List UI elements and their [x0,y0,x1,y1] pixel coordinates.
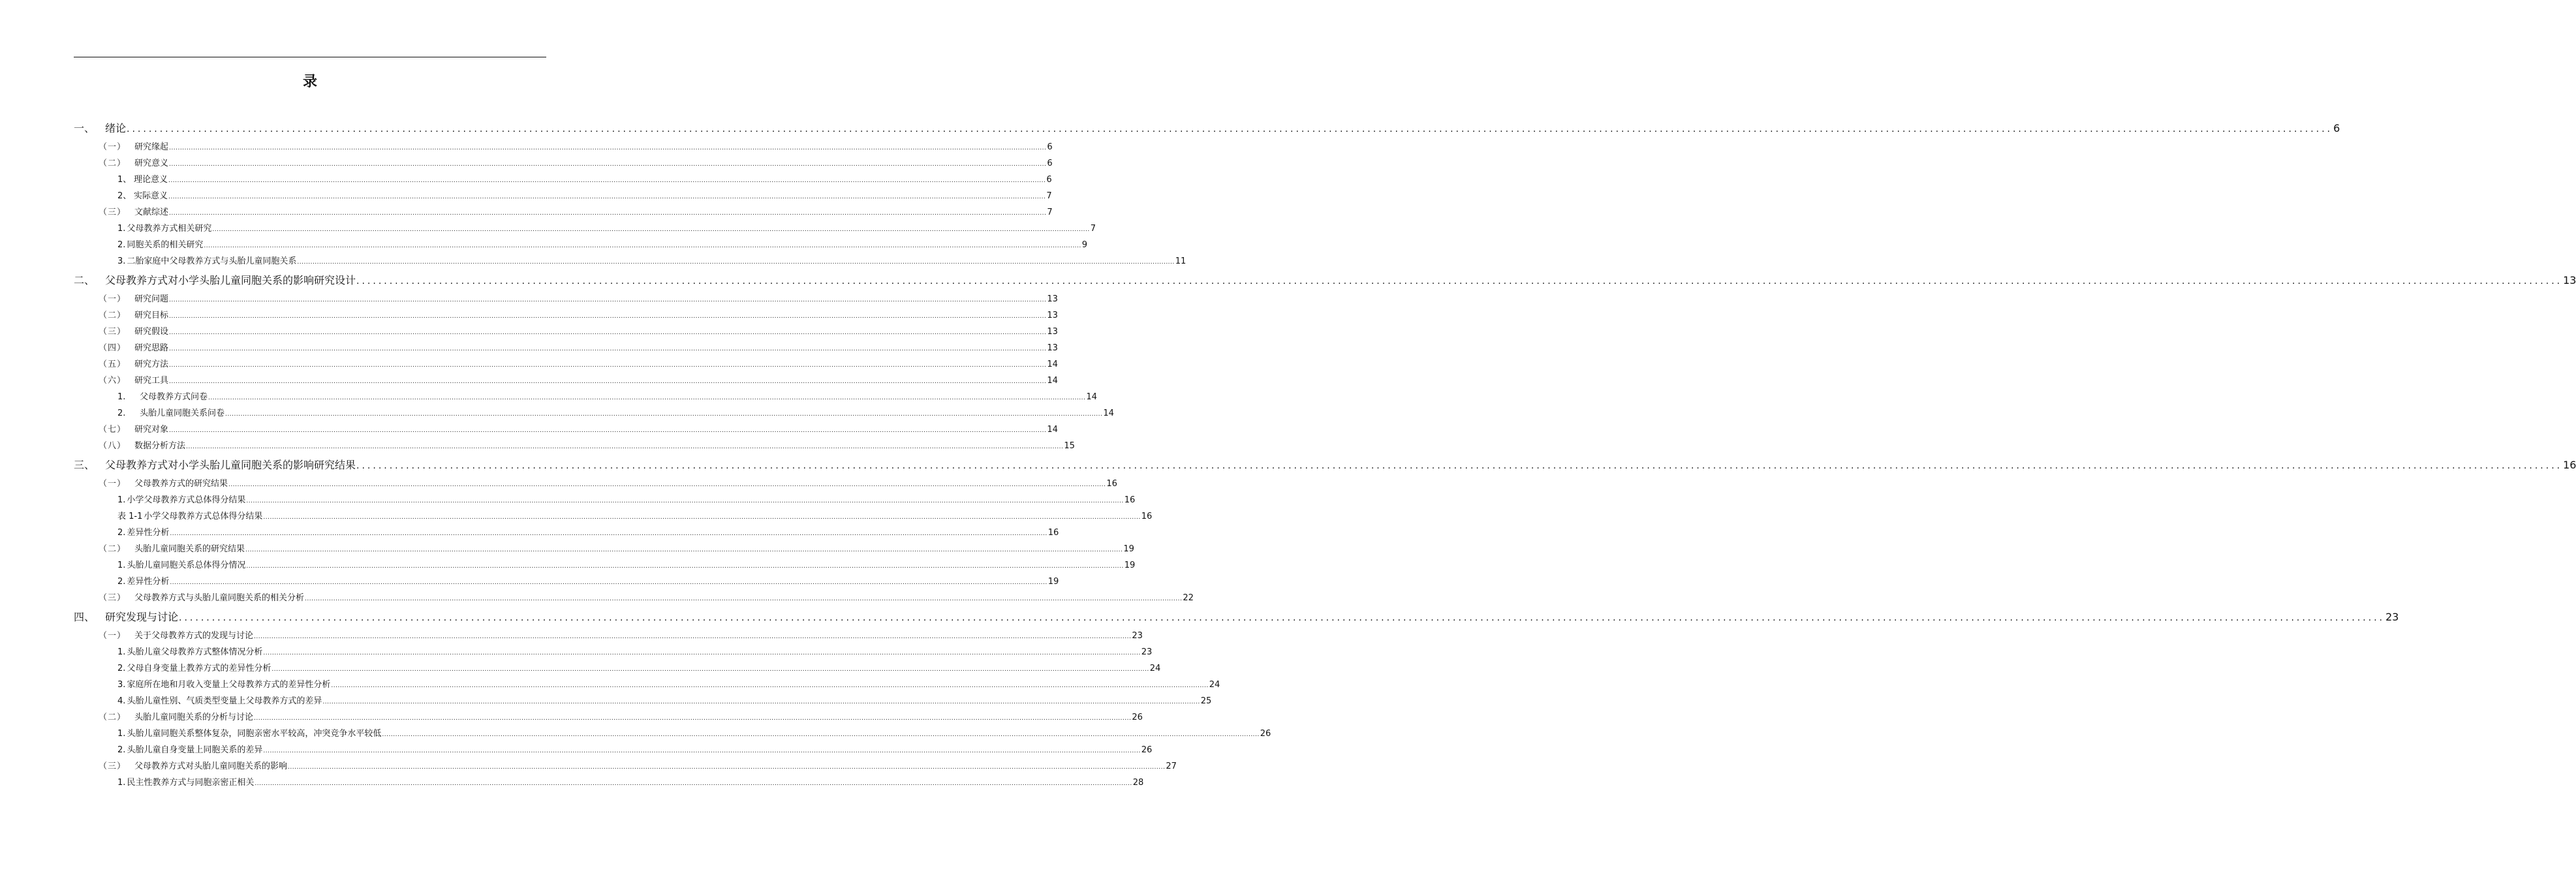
toc-entry-page-number: 23 [1132,631,1143,641]
toc-entry-leader: ................................................................................................................................................................................................................................................................................................................................................................................................................ [228,482,1106,488]
toc-entry-leader: ................................................................................................................................................................................................................................................................................................................................................................................................................ [169,210,1047,217]
toc-entry-title: 研究目标 [134,311,169,320]
toc-entry[interactable] [74,340,1058,356]
toc-entry-label [74,606,178,628]
toc-entry-label [99,204,168,221]
toc-entry-leader: ................................................................................................................................................................................................................................................................................................................................................................................................................ [246,498,1124,504]
toc-entry-number: 2. [117,577,126,587]
toc-entry-leader: ................................................................................................................................................................................................................................................................................................................................................................................................................ [297,259,1175,266]
toc-entry-number: 1. [117,392,126,402]
toc-entry-label [99,356,168,373]
toc-entry-number: （三） [99,327,127,337]
toc-entry-page-number: 23 [1141,647,1153,657]
toc-entry[interactable] [74,172,1052,188]
toc-entry-number: （一） [99,294,127,304]
toc-entry-title: 头胎儿童同胞关系总体得分情况 [127,561,246,570]
toc-entry-title: 头胎儿童同胞关系整体复杂，同胞亲密水平较高，冲突竞争水平较低 [127,729,382,739]
toc-entry-number: 2、 [117,191,132,201]
toc-entry-page-number: 16 [1124,495,1136,505]
toc-entry[interactable] [74,204,1053,221]
toc-entry-label [99,307,168,324]
toc-entry-number: 二、 [74,274,95,286]
toc-entry-leader: ................................................................................................................................................................................................................................................................................................................................................................................................................ [169,378,1047,385]
toc-entry-number: 3. [117,680,126,690]
toc-entry-leader: ................................................................................................................................................................................................................................................................................................................................................................................................................ [246,563,1124,570]
toc-entry-title: 家庭所在地和月收入变量上父母教养方式的差异性分析 [127,680,331,690]
toc-entry-title: 研究缘起 [134,142,169,152]
toc-entry[interactable] [74,644,1153,660]
toc-entry-title: 头胎儿童性别、气质类型变量上父母教养方式的差异 [127,696,322,706]
toc-entry[interactable] [74,373,1058,389]
toc-entry-page-number: 7 [1090,224,1096,234]
toc-entry-leader: ................................................................................................................................................................................................................................................................................................................................................................................................................ [168,194,1046,200]
toc-entry-number: （二） [99,159,127,168]
toc-entry-leader: ................................................................................................................................................................................................................................................................................................................................................................................................................ [288,764,1166,771]
toc-entry-title: 数据分析方法 [134,441,186,451]
toc-entry-page-number: 16 [1106,479,1117,489]
toc-entry-label [117,172,168,188]
toc-entry-label [99,324,168,340]
table-of-contents [74,117,2576,791]
toc-entry-number: 1. [117,647,126,657]
toc-entry[interactable] [74,356,1058,373]
toc-entry-label [117,693,322,709]
toc-entry-number: 4. [117,696,126,706]
toc-entry-page-number: 9 [1081,240,1088,250]
toc-entry-label [99,139,168,155]
toc-entry-leader: ................................................................................................................................................................................................................................................................................................................................................................................................................ [169,297,1047,303]
toc-entry-label [99,438,185,454]
toc-entry-number: （四） [99,343,127,353]
toc-entry-page-number: 6 [2333,122,2340,134]
toc-entry-label [99,590,304,606]
toc-entry-page-number: 11 [1175,256,1187,266]
toc-entry-label [99,340,168,356]
toc-entry-leader: ................................................................................................................................................................................................................................................................................................................................................................................................................ [170,531,1047,537]
toc-entry-leader: ................................................................................................................................................................................................................................................................................................................................................................................................................ [179,613,2385,623]
toc-entry-leader: ................................................................................................................................................................................................................................................................................................................................................................................................................ [169,362,1047,369]
toc-entry-label [117,574,169,590]
toc-entry-leader: ................................................................................................................................................................................................................................................................................................................................................................................................................ [254,715,1132,722]
toc-entry-title: 父母教养方式对小学头胎儿童同胞关系的影响研究设计 [105,274,356,286]
toc-entry[interactable] [74,237,1088,253]
toc-entry[interactable] [74,775,1144,791]
toc-entry-number: 1. [117,778,126,788]
toc-entry-leader: ................................................................................................................................................................................................................................................................................................................................................................................................................ [263,748,1141,754]
toc-entry[interactable] [74,422,1058,438]
toc-entry-page-number: 7 [1047,208,1053,217]
toc-entry-label [117,525,169,541]
toc-entry-number: 四、 [74,611,95,623]
toc-entry-label [117,508,262,525]
toc-entry-page-number: 22 [1183,593,1194,603]
toc-entry[interactable] [74,606,2399,628]
toc-entry-title: 实际意义 [134,191,168,201]
toc-entry-title: 研究问题 [134,294,169,304]
toc-entry-number: 1. [117,729,126,739]
toc-entry-label [99,155,168,172]
toc-entry[interactable] [74,628,1143,644]
toc-entry-leader: ................................................................................................................................................................................................................................................................................................................................................................................................................ [263,514,1141,521]
toc-entry-number: （二） [99,311,127,320]
toc-entry-number: 2. [117,408,126,418]
toc-entry-page-number: 13 [1047,327,1058,337]
toc-entry-title: 差异性分析 [127,577,170,587]
toc-entry[interactable] [74,405,1114,422]
toc-entry-page-number: 23 [2385,611,2399,623]
toc-entry-page-number: 14 [1086,392,1097,402]
toc-entry-title: 民主性教养方式与同胞亲密正相关 [127,778,255,788]
toc-entry-title: 同胞关系的相关研究 [127,240,204,250]
toc-entry-leader: ................................................................................................................................................................................................................................................................................................................................................................................................................ [255,780,1132,787]
toc-entry[interactable] [74,677,1220,693]
toc-entry-page-number: 16 [1047,528,1059,538]
toc-entry-number: 三、 [74,459,95,471]
toc-entry-leader: ................................................................................................................................................................................................................................................................................................................................................................................................................ [186,444,1064,450]
toc-entry-page-number: 6 [1046,175,1052,185]
toc-entry-page-number: 19 [1124,561,1136,570]
toc-entry[interactable] [74,117,2340,139]
toc-entry-leader: ................................................................................................................................................................................................................................................................................................................................................................................................................ [212,226,1090,233]
toc-entry-title: 研究假设 [134,327,169,337]
toc-entry-page-number: 25 [1200,696,1212,706]
toc-entry-title: 头胎儿童同胞关系的分析与讨论 [134,713,254,722]
toc-entry-title: 父母教养方式的研究结果 [134,479,228,489]
toc-entry-label [99,709,253,726]
toc-entry-page-number: 14 [1047,376,1058,386]
toc-entry-label [117,775,254,791]
toc-entry-title: 研究对象 [134,425,169,435]
toc-entry-label [117,237,203,253]
toc-entry-number: （六） [99,376,127,386]
toc-entry-number: （一） [99,479,127,489]
toc-entry-number: （三） [99,762,127,771]
toc-entry-title: 关于父母教养方式的发现与讨论 [134,631,254,641]
toc-entry-page-number: 24 [1149,664,1161,673]
toc-entry[interactable] [74,269,2576,291]
toc-entry-leader: ................................................................................................................................................................................................................................................................................................................................................................................................................ [169,161,1047,168]
toc-entry-number: 3. [117,256,126,266]
toc-entry[interactable] [74,574,1059,590]
toc-entry[interactable] [74,709,1143,726]
toc-entry[interactable] [74,291,1058,307]
toc-entry[interactable] [74,324,1058,340]
toc-entry-leader: ................................................................................................................................................................................................................................................................................................................................................................................................................ [169,313,1047,320]
toc-entry-leader: ................................................................................................................................................................................................................................................................................................................................................................................................................ [331,683,1209,689]
toc-entry-title: 研究发现与讨论 [105,611,179,623]
toc-entry-title: 父母教养方式对小学头胎儿童同胞关系的影响研究结果 [105,459,356,471]
toc-entry-number: （二） [99,544,127,554]
toc-entry-leader: ................................................................................................................................................................................................................................................................................................................................................................................................................ [322,699,1200,705]
toc-entry[interactable] [74,253,1187,269]
toc-entry[interactable] [74,693,1212,709]
toc-entry-label [117,253,296,269]
toc-entry-label [117,188,168,204]
toc-entry-label [74,269,356,291]
toc-entry-label [117,644,262,660]
toc-entry-page-number: 13 [1047,294,1058,304]
toc-entry-title: 小学父母教养方式总体得分结果 [144,512,263,521]
toc-entry-title: 研究思路 [134,343,169,353]
toc-entry-title: 差异性分析 [127,528,170,538]
toc-entry-leader: ................................................................................................................................................................................................................................................................................................................................................................................................................ [169,346,1047,352]
toc-entry-leader: ................................................................................................................................................................................................................................................................................................................................................................................................................ [169,145,1047,151]
toc-entry-label [99,758,287,775]
toc-entry-title: 研究工具 [134,376,169,386]
toc-entry-label [99,373,168,389]
toc-entry-number: 表 1-1 [117,512,143,521]
toc-entry-leader: ................................................................................................................................................................................................................................................................................................................................................................................................................ [127,124,2333,134]
toc-entry-title: 理论意义 [134,175,168,185]
toc-entry-title: 父母教养方式与头胎儿童同胞关系的相关分析 [134,593,305,603]
toc-entry[interactable] [74,476,1117,492]
toc-entry[interactable] [74,188,1052,204]
toc-entry-label [99,476,228,492]
toc-entry-page-number: 26 [1132,713,1143,722]
toc-entry-leader: ................................................................................................................................................................................................................................................................................................................................................................................................................ [356,461,2563,471]
toc-entry[interactable] [74,590,1194,606]
toc-entry-leader: ................................................................................................................................................................................................................................................................................................................................................................................................................ [245,547,1123,553]
toc-entry-label [117,677,330,693]
toc-entry-title: 头胎儿童同胞关系的研究结果 [134,544,245,554]
toc-entry-title: 绪论 [105,122,127,134]
toc-entry[interactable] [74,541,1134,557]
toc-entry-leader: ................................................................................................................................................................................................................................................................................................................................................................................................................ [382,731,1260,738]
toc-entry-number: 2. [117,528,126,538]
toc-entry[interactable] [74,307,1058,324]
toc-entry-leader: ................................................................................................................................................................................................................................................................................................................................................................................................................ [356,276,2563,286]
toc-entry-page-number: 26 [1260,729,1271,739]
toc-entry-leader: ................................................................................................................................................................................................................................................................................................................................................................................................................ [272,666,1149,673]
toc-entry-leader: ................................................................................................................................................................................................................................................................................................................................................................................................................ [305,596,1183,602]
toc-entry-page-number: 27 [1166,762,1177,771]
toc-entry-page-number: 15 [1064,441,1075,451]
toc-entry-page-number: 14 [1047,360,1058,369]
toc-entry-label [99,291,168,307]
toc-entry-label [99,628,253,644]
toc-entry-label [117,221,211,237]
toc-entry-title: 头胎儿童父母教养方式整体情况分析 [127,647,263,657]
toc-entry-title: 二胎家庭中父母教养方式与头胎儿童同胞关系 [127,256,297,266]
toc-entry[interactable] [74,508,1153,525]
toc-entry-title: 头胎儿童自身变量上同胞关系的差异 [127,745,263,755]
toc-entry-page-number: 13 [1047,311,1058,320]
toc-entry-page-number: 16 [2563,459,2576,471]
toc-entry-number: （三） [99,593,127,603]
toc-entry-title: 父母教养方式相关研究 [127,224,212,234]
toc-entry[interactable] [74,742,1153,758]
toc-entry-page-number: 14 [1103,408,1114,418]
toc-entry[interactable] [74,758,1177,775]
toc-entry-number: （八） [99,441,127,451]
toc-entry-title: 文献综述 [134,208,169,217]
toc-entry-label [74,454,356,476]
toc-entry-page-number: 16 [1141,512,1153,521]
toc-entry[interactable] [74,525,1059,541]
toc-entry[interactable] [74,726,1271,742]
toc-entry-leader: ................................................................................................................................................................................................................................................................................................................................................................................................................ [263,650,1141,656]
toc-entry-number: 2. [117,240,126,250]
toc-entry[interactable] [74,438,1075,454]
toc-entry-title: 父母自身变量上教养方式的差异性分析 [127,664,272,673]
toc-entry-leader: ................................................................................................................................................................................................................................................................................................................................................................................................................ [208,395,1086,401]
toc-entry-page-number: 19 [1047,577,1059,587]
toc-entry[interactable] [74,454,2576,476]
toc-entry-number: （七） [99,425,127,435]
toc-entry-page-number: 26 [1141,745,1153,755]
toc-entry-number: 一、 [74,122,95,134]
toc-entry-leader: ................................................................................................................................................................................................................................................................................................................................................................................................................ [170,579,1047,586]
toc-entry-label [117,405,225,422]
toc-entry-label [117,557,245,574]
toc-entry-label [99,422,168,438]
toc-entry-page-number: 19 [1123,544,1134,554]
toc-entry[interactable] [74,139,1053,155]
toc-entry-leader: ................................................................................................................................................................................................................................................................................................................................................................................................................ [225,411,1103,418]
toc-entry[interactable] [74,155,1053,172]
toc-entry[interactable] [74,557,1136,574]
toc-entry-label [117,492,245,508]
toc-entry-number: （一） [99,631,127,641]
toc-entry-number: 1. [117,224,126,234]
toc-entry-page-number: 6 [1047,142,1053,152]
toc-entry-number: 1. [117,561,126,570]
toc-entry-title: 研究方法 [134,360,169,369]
toc-entry-page-number: 14 [1047,425,1058,435]
toc-entry[interactable] [74,389,1097,405]
toc-entry-leader: ................................................................................................................................................................................................................................................................................................................................................................................................................ [254,634,1132,640]
toc-entry-number: （五） [99,360,127,369]
toc-entry-title: 头胎儿童同胞关系问卷 [140,408,225,418]
toc-entry-label [74,117,126,139]
toc-entry[interactable] [74,492,1136,508]
toc-entry[interactable] [74,221,1096,237]
toc-entry-number: （二） [99,713,127,722]
toc-entry-number: 1. [117,495,126,505]
toc-entry-leader: ................................................................................................................................................................................................................................................................................................................................................................................................................ [169,330,1047,336]
toc-entry-page-number: 13 [1047,343,1058,353]
toc-entry-title: 研究意义 [134,159,169,168]
toc-entry-number: 1、 [117,175,132,185]
toc-entry-number: （一） [99,142,127,152]
toc-entry-leader: ................................................................................................................................................................................................................................................................................................................................................................................................................ [168,177,1046,184]
toc-entry[interactable] [74,660,1161,677]
toc-entry-page-number: 6 [1047,159,1053,168]
page-title: 录 [302,74,317,90]
toc-entry-number: 2. [117,745,126,755]
toc-entry-title: 小学父母教养方式总体得分结果 [127,495,246,505]
toc-entry-title: 父母教养方式问卷 [140,392,208,402]
toc-entry-label [117,660,271,677]
toc-entry-label [99,541,245,557]
toc-entry-number: 2. [117,664,126,673]
toc-entry-page-number: 13 [2563,274,2576,286]
toc-entry-leader: ................................................................................................................................................................................................................................................................................................................................................................................................................ [204,243,1081,249]
toc-entry-label [117,726,381,742]
toc-entry-page-number: 28 [1132,778,1144,788]
toc-entry-label [117,742,262,758]
toc-entry-page-number: 24 [1209,680,1220,690]
toc-entry-title: 父母教养方式对头胎儿童同胞关系的影响 [134,762,288,771]
toc-entry-page-number: 7 [1046,191,1052,201]
toc-entry-label [117,389,208,405]
toc-entry-number: （三） [99,208,127,217]
toc-entry-leader: ................................................................................................................................................................................................................................................................................................................................................................................................................ [169,427,1047,434]
